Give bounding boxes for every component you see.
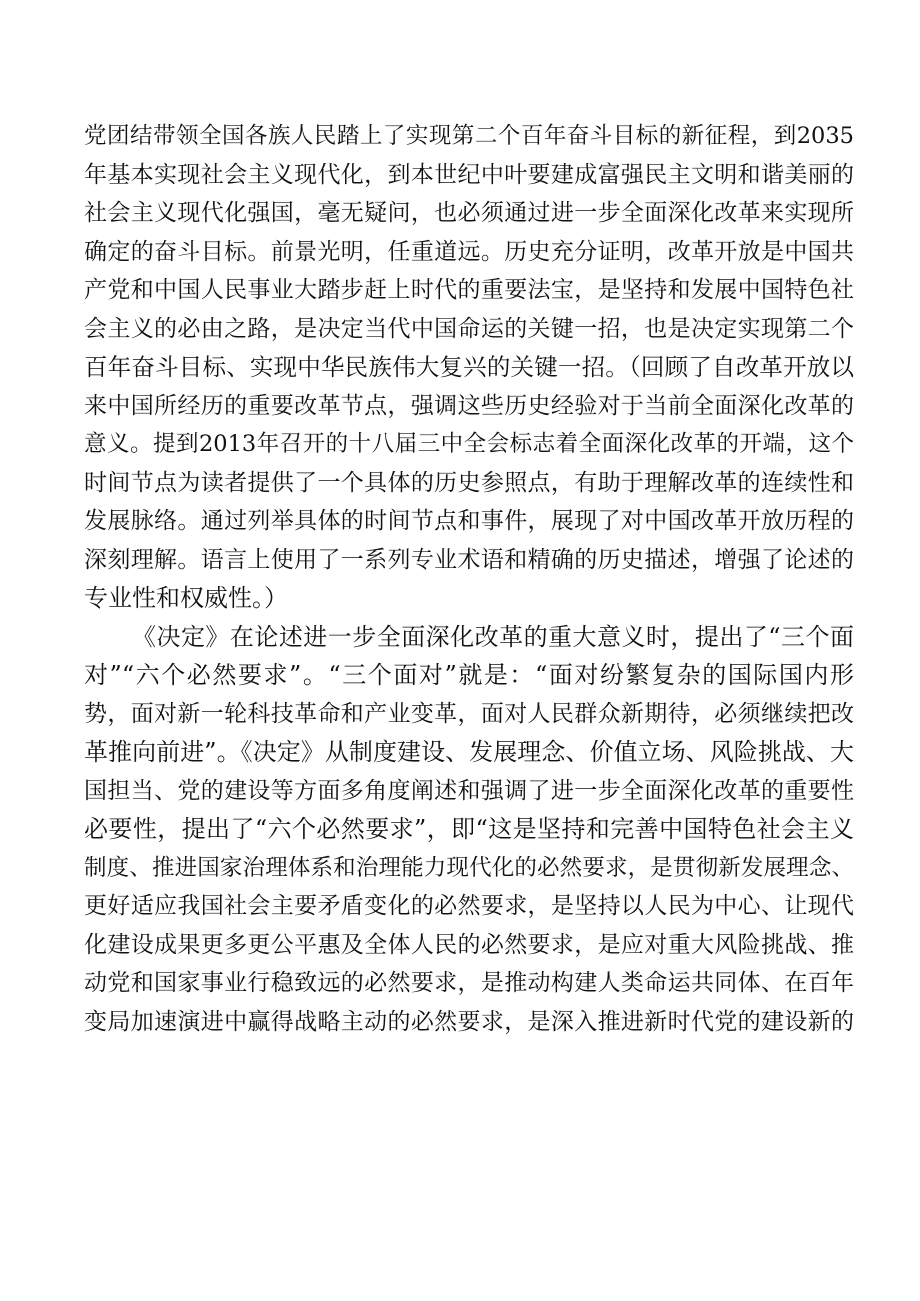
text-line: 产党和中国人民事业大踏步赶上时代的重要法宝，是坚持和发展中国特色社 [84,277,854,303]
text-line: 来中国所经历的重要改革节点，强调这些历史经验对于当前全面深化改革的 [84,392,854,419]
text-line: 变局加速演进中赢得战略主动的必然要求，是深入推进新时代党的建设新的 [84,1008,854,1035]
text-line: 必要性，提出了“六个必然要求”，即“这是坚持和完善中国特色社会主义 [84,815,854,843]
text-line: 对”“六个必然要求”。“三个面对”就是：“面对纷繁复杂的国际国内形 [84,661,854,689]
text-line: 动党和国家事业行稳致远的必然要求，是推动构建人类命运共同体、在百年 [84,970,854,996]
text-line: 确定的奋斗目标。前景光明，任重道远。历史充分证明，改革开放是中国共 [84,238,854,265]
text-line: 时间节点为读者提供了一个具体的历史参照点，有助于理解改革的连续性和 [84,469,854,496]
text-line: 更好适应我国社会主要矛盾变化的必然要求，是坚持以人民为中心、让现代 [84,893,854,919]
text-line: 社会主义现代化强国，毫无疑问，也必须通过进一步全面深化改革来实现所 [84,200,854,226]
text-line: 革推向前进”。《决定》从制度建设、发展理念、价值立场、风险挑战、大 [84,738,854,766]
text-line: 化建设成果更多更公平惠及全体人民的必然要求，是应对重大风险挑战、推 [84,931,854,958]
text-line: 国担当、党的建设等方面多角度阐述和强调了进一步全面深化改革的重要性 [84,777,854,804]
text-line: 发展脉络。通过列举具体的时间节点和事件，展现了对中国改革开放历程的 [84,508,854,534]
text-line: 党团结带领全国各族人民踏上了实现第二个百年奋斗目标的新征程，到2035 [84,123,854,149]
paragraph-decision-significance [84,618,854,1042]
text-line: 深刻理解。语言上使用了一系列专业术语和精确的历史描述，增强了论述的 [84,546,854,573]
text-line: 专业性和权威性。） [84,584,288,612]
paragraph-reform-history [84,117,854,618]
text-line: 势，面对新一轮科技革命和产业变革，面对人民群众新期待，必须继续把改 [84,700,854,727]
document-page [84,117,854,1041]
text-line: 百年奋斗目标、实现中华民族伟大复兴的关键一招。（回顾了自改革开放以 [84,353,854,381]
text-line: 意义。提到2013年召开的十八届三中全会标志着全面深化改革的开端，这个 [84,431,854,457]
text-line: 会主义的必由之路，是决定当代中国命运的关键一招，也是决定实现第二个 [84,315,854,342]
text-line: 《决定》在论述进一步全面深化改革的重大意义时，提出了“三个面 [132,622,854,651]
text-line: 年基本实现社会主义现代化，到本世纪中叶要建成富强民主文明和谐美丽的 [84,161,854,188]
text-line: 制度、推进国家治理体系和治理能力现代化的必然要求，是贯彻新发展理念、 [84,854,854,881]
